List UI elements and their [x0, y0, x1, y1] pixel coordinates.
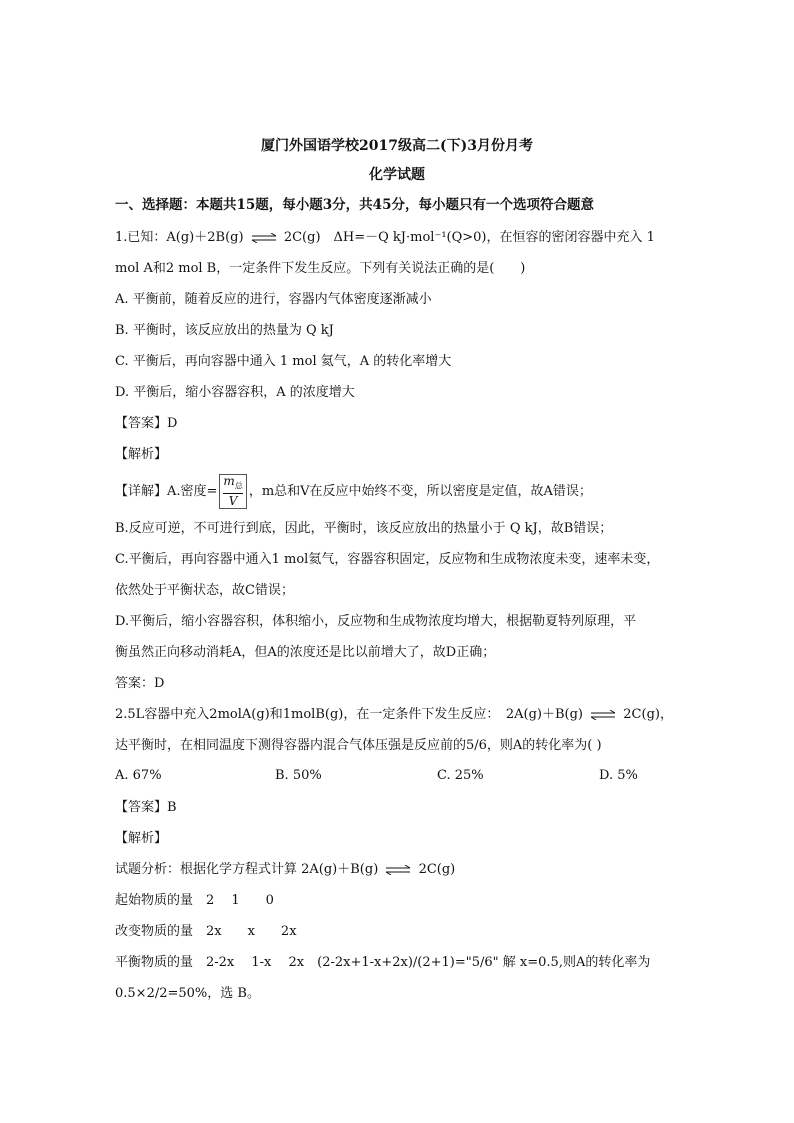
q1-stem-part2: 2C(g) ΔH=－Q kJ·mol⁻¹(Q>0)，在恒容的密闭容器中充入 1 [283, 230, 655, 245]
q1-final-answer: 答案：D [115, 676, 165, 691]
q2-analysis-part2: 2C(g) [418, 862, 456, 877]
q2-analysis-line5: 0.5×2/2=50%，选 B。 [115, 986, 260, 1001]
equilibrium-arrow-icon [385, 865, 411, 875]
q1-stem-part1: 1.已知：A(g)＋2B(g) [115, 230, 244, 245]
q1-option-c: C. 平衡后，再向容器中通入 1 mol 氦气，A 的转化率增大 [115, 354, 452, 369]
section-heading: 一、选择题：本题共15题，每小题3分，共45分，每小题只有一个选项符合题意 [115, 197, 594, 213]
equilibrium-arrow-icon [251, 233, 277, 243]
q2-stem-part2: 2C(g)， [623, 707, 673, 722]
q2-analysis-label: 【解析】 [115, 831, 168, 846]
q2-analysis-line4: 平衡物质的量 2-2x 1-x 2x (2-2x+1-x+2x)/(2+1)="5/6" 解 x=0.5,则A的转化率为 [115, 955, 651, 970]
q1-analysis-label: 【解析】 [115, 447, 168, 462]
q2-stem-line2: 达平衡时，在相同温度下测得容器内混合气体压强是反应前的5/6，则A的转化率为( ) [115, 738, 602, 753]
q1-detail-b: B.反应可逆，不可进行到底，因此，平衡时，该反应放出的热量小于 Q kJ，故B错误； [115, 521, 613, 536]
fraction-numerator: m [223, 474, 235, 488]
density-fraction [219, 474, 246, 509]
q1-detail-d-line2: 衡虽然正向移动消耗A，但A的浓度还是比以前增大了，故D正确； [115, 645, 496, 660]
q1-detail-a [115, 474, 592, 509]
q1-stem-line1 [115, 229, 655, 247]
q2-option-b: B. 50% [275, 768, 322, 783]
q1-detail-c-line2: 依然处于平衡状态，故C错误； [115, 583, 294, 598]
q1-detail-a-pre: 【详解】A.密度= [115, 484, 218, 500]
q1-option-b: B. 平衡时，该反应放出的热量为 Q kJ [115, 323, 334, 338]
q1-option-d: D. 平衡后，缩小容器容积，A 的浓度增大 [115, 385, 355, 400]
fraction-numerator-sub: 总 [234, 481, 243, 491]
q1-detail-d-line1: D.平衡后，缩小容器容积，体积缩小，反应物和生成物浓度均增大，根据勒夏特列原理，平 [115, 614, 637, 629]
q1-stem-line2: mol A和2 mol B，一定条件下发生反应。下列有关说法正确的是( ) [115, 261, 526, 276]
q1-option-a: A. 平衡前，随着反应的进行，容器内气体密度逐渐减小 [115, 292, 432, 307]
q2-analysis-line2: 起始物质的量 2 1 0 [115, 893, 274, 908]
q1-detail-a-post: ，m总和V在反应中始终不变，所以密度是定值，故A错误； [248, 484, 592, 500]
fraction-denominator: V [228, 494, 238, 509]
q2-option-c: C. 25% [437, 768, 484, 783]
page-subtitle: 化学试题 [369, 167, 425, 183]
page-title: 厦门外国语学校2017级高二(下)3月份月考 [261, 138, 533, 154]
q2-analysis-line3: 改变物质的量 2x x 2x [115, 924, 297, 939]
equilibrium-arrow-icon [590, 710, 616, 720]
q2-analysis-line1 [115, 861, 455, 879]
q1-answer: 【答案】D [115, 416, 178, 431]
q2-stem-part1: 2.5L容器中充入2molA(g)和1molB(g)，在一定条件下发生反应： 2A(g)＋B(g) [115, 707, 583, 722]
q1-detail-c-line1: C.平衡后，再向容器中通入1 mol氦气，容器容积固定，反应物和生成物浓度未变，速率未变， [115, 552, 660, 567]
q2-option-d: D. 5% [599, 768, 638, 783]
q2-analysis-part1: 试题分析：根据化学方程式计算 2A(g)＋B(g) [115, 862, 379, 877]
q2-stem-line1 [115, 706, 673, 724]
q2-answer: 【答案】B [115, 800, 177, 815]
q2-option-a: A. 67% [115, 768, 162, 783]
